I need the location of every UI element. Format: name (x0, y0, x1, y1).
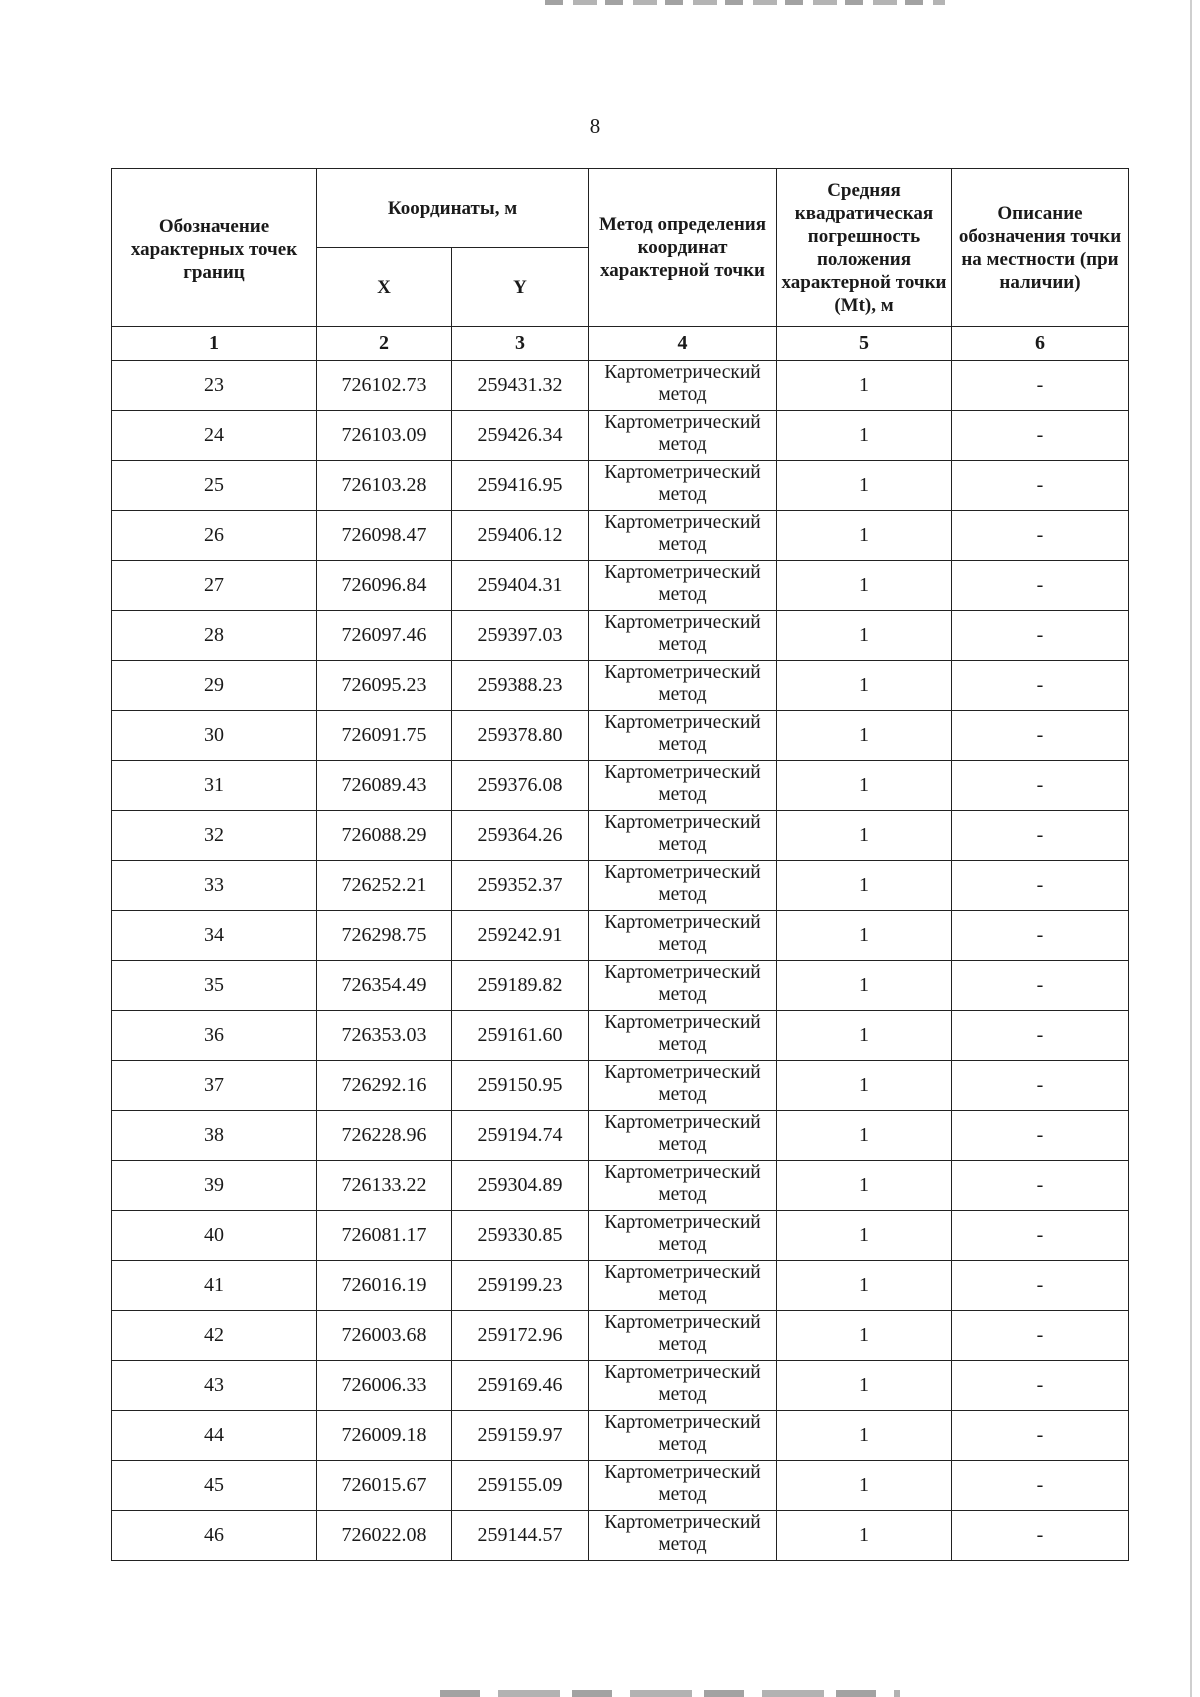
table-row (112, 1011, 1129, 1061)
boundary-points-table (111, 168, 1129, 1561)
cell-description: - (952, 1261, 1129, 1311)
cell-x: 726097.46 (317, 611, 452, 661)
header-rms-error: Средняя квадратическая погрешность положения характерной точки (Mt), м (777, 169, 952, 327)
cell-error: 1 (777, 611, 952, 661)
cell-description: - (952, 1361, 1129, 1411)
table-row (112, 961, 1129, 1011)
cell-point: 34 (112, 911, 317, 961)
cell-x: 726133.22 (317, 1161, 452, 1211)
table-row (112, 1511, 1129, 1561)
cell-point: 35 (112, 961, 317, 1011)
cell-method: Картометрический метод (589, 1011, 777, 1061)
cell-y: 259416.95 (452, 461, 589, 511)
cell-point: 41 (112, 1261, 317, 1311)
cell-method: Картометрический метод (589, 561, 777, 611)
column-number: 2 (317, 327, 452, 361)
table-row (112, 661, 1129, 711)
cell-point: 25 (112, 461, 317, 511)
cell-x: 726102.73 (317, 361, 452, 411)
cell-description: - (952, 1411, 1129, 1461)
cell-y: 259161.60 (452, 1011, 589, 1061)
column-number-row (112, 327, 1129, 361)
scan-artifact-bottom (440, 1690, 900, 1697)
column-number: 1 (112, 327, 317, 361)
cell-y: 259144.57 (452, 1511, 589, 1561)
cell-point: 23 (112, 361, 317, 411)
cell-point: 45 (112, 1461, 317, 1511)
cell-x: 726103.09 (317, 411, 452, 461)
cell-error: 1 (777, 461, 952, 511)
cell-description: - (952, 961, 1129, 1011)
cell-x: 726015.67 (317, 1461, 452, 1511)
cell-y: 259159.97 (452, 1411, 589, 1461)
header-point-designation: Обозначение характерных точек границ (112, 169, 317, 327)
cell-point: 40 (112, 1211, 317, 1261)
cell-error: 1 (777, 961, 952, 1011)
cell-method: Картометрический метод (589, 1361, 777, 1411)
cell-point: 33 (112, 861, 317, 911)
cell-x: 726298.75 (317, 911, 452, 961)
table-row (112, 811, 1129, 861)
cell-point: 38 (112, 1111, 317, 1161)
cell-error: 1 (777, 1211, 952, 1261)
column-number: 3 (452, 327, 589, 361)
table-row (112, 1361, 1129, 1411)
header-y: Y (452, 248, 589, 327)
cell-x: 726003.68 (317, 1311, 452, 1361)
cell-x: 726095.23 (317, 661, 452, 711)
cell-x: 726098.47 (317, 511, 452, 561)
cell-x: 726091.75 (317, 711, 452, 761)
cell-method: Картометрический метод (589, 1161, 777, 1211)
cell-method: Картометрический метод (589, 811, 777, 861)
cell-error: 1 (777, 811, 952, 861)
header-description: Описание обозначения точки на местности (при наличии) (952, 169, 1129, 327)
cell-y: 259352.37 (452, 861, 589, 911)
table-body (112, 361, 1129, 1561)
table-row (112, 911, 1129, 961)
cell-error: 1 (777, 661, 952, 711)
cell-x: 726089.43 (317, 761, 452, 811)
cell-description: - (952, 1161, 1129, 1211)
scan-edge-line (1190, 0, 1192, 1697)
cell-y: 259304.89 (452, 1161, 589, 1211)
cell-method: Картометрический метод (589, 361, 777, 411)
cell-error: 1 (777, 1411, 952, 1461)
table-row (112, 711, 1129, 761)
table-row (112, 411, 1129, 461)
header-x: X (317, 248, 452, 327)
table-row (112, 1111, 1129, 1161)
cell-point: 30 (112, 711, 317, 761)
cell-description: - (952, 1511, 1129, 1561)
cell-x: 726009.18 (317, 1411, 452, 1461)
cell-x: 726088.29 (317, 811, 452, 861)
cell-point: 42 (112, 1311, 317, 1361)
cell-method: Картометрический метод (589, 1461, 777, 1511)
cell-y: 259406.12 (452, 511, 589, 561)
cell-method: Картометрический метод (589, 1511, 777, 1561)
cell-method: Картометрический метод (589, 861, 777, 911)
cell-point: 31 (112, 761, 317, 811)
cell-method: Картометрический метод (589, 1111, 777, 1161)
cell-y: 259194.74 (452, 1111, 589, 1161)
cell-y: 259397.03 (452, 611, 589, 661)
table-row (112, 1061, 1129, 1111)
cell-error: 1 (777, 1111, 952, 1161)
cell-y: 259189.82 (452, 961, 589, 1011)
table-row (112, 461, 1129, 511)
cell-x: 726292.16 (317, 1061, 452, 1111)
cell-method: Картометрический метод (589, 511, 777, 561)
cell-y: 259426.34 (452, 411, 589, 461)
cell-description: - (952, 561, 1129, 611)
cell-y: 259199.23 (452, 1261, 589, 1311)
cell-point: 36 (112, 1011, 317, 1061)
cell-error: 1 (777, 361, 952, 411)
cell-y: 259150.95 (452, 1061, 589, 1111)
cell-description: - (952, 361, 1129, 411)
cell-description: - (952, 611, 1129, 661)
cell-description: - (952, 711, 1129, 761)
column-number: 6 (952, 327, 1129, 361)
table-row (112, 1161, 1129, 1211)
cell-description: - (952, 811, 1129, 861)
cell-y: 259242.91 (452, 911, 589, 961)
cell-description: - (952, 761, 1129, 811)
cell-method: Картометрический метод (589, 1211, 777, 1261)
table-row (112, 861, 1129, 911)
cell-description: - (952, 911, 1129, 961)
header-row (112, 169, 1129, 248)
cell-description: - (952, 661, 1129, 711)
cell-y: 259388.23 (452, 661, 589, 711)
page-number: 8 (589, 114, 601, 138)
cell-description: - (952, 411, 1129, 461)
table-row (112, 1461, 1129, 1511)
cell-y: 259431.32 (452, 361, 589, 411)
table-row (112, 561, 1129, 611)
cell-description: - (952, 1061, 1129, 1111)
cell-method: Картометрический метод (589, 661, 777, 711)
cell-error: 1 (777, 1361, 952, 1411)
cell-x: 726006.33 (317, 1361, 452, 1411)
cell-error: 1 (777, 1011, 952, 1061)
cell-point: 26 (112, 511, 317, 561)
cell-error: 1 (777, 1261, 952, 1311)
cell-method: Картометрический метод (589, 1311, 777, 1361)
cell-error: 1 (777, 1511, 952, 1561)
cell-method: Картометрический метод (589, 1411, 777, 1461)
table-row (112, 1261, 1129, 1311)
cell-method: Картометрический метод (589, 1261, 777, 1311)
cell-description: - (952, 1111, 1129, 1161)
cell-point: 29 (112, 661, 317, 711)
cell-description: - (952, 1011, 1129, 1061)
cell-point: 43 (112, 1361, 317, 1411)
cell-point: 24 (112, 411, 317, 461)
cell-y: 259330.85 (452, 1211, 589, 1261)
table-row (112, 1311, 1129, 1361)
cell-y: 259378.80 (452, 711, 589, 761)
table-row (112, 361, 1129, 411)
cell-error: 1 (777, 561, 952, 611)
cell-point: 32 (112, 811, 317, 861)
column-number: 4 (589, 327, 777, 361)
cell-x: 726353.03 (317, 1011, 452, 1061)
cell-x: 726081.17 (317, 1211, 452, 1261)
cell-x: 726354.49 (317, 961, 452, 1011)
cell-y: 259172.96 (452, 1311, 589, 1361)
scan-artifact-top (545, 0, 945, 5)
cell-point: 28 (112, 611, 317, 661)
cell-x: 726016.19 (317, 1261, 452, 1311)
cell-error: 1 (777, 411, 952, 461)
column-number: 5 (777, 327, 952, 361)
cell-method: Картометрический метод (589, 961, 777, 1011)
cell-x: 726252.21 (317, 861, 452, 911)
cell-error: 1 (777, 1461, 952, 1511)
table-row (112, 511, 1129, 561)
cell-method: Картометрический метод (589, 911, 777, 961)
header-coordinates: Координаты, м (317, 169, 589, 248)
cell-error: 1 (777, 1311, 952, 1361)
cell-point: 46 (112, 1511, 317, 1561)
cell-y: 259376.08 (452, 761, 589, 811)
table-row (112, 611, 1129, 661)
cell-x: 726103.28 (317, 461, 452, 511)
cell-error: 1 (777, 911, 952, 961)
cell-method: Картометрический метод (589, 611, 777, 661)
cell-y: 259364.26 (452, 811, 589, 861)
cell-y: 259169.46 (452, 1361, 589, 1411)
cell-description: - (952, 1461, 1129, 1511)
cell-point: 37 (112, 1061, 317, 1111)
cell-y: 259404.31 (452, 561, 589, 611)
cell-description: - (952, 1311, 1129, 1361)
table-row (112, 761, 1129, 811)
cell-method: Картометрический метод (589, 411, 777, 461)
cell-error: 1 (777, 511, 952, 561)
cell-description: - (952, 861, 1129, 911)
cell-description: - (952, 511, 1129, 561)
cell-method: Картометрический метод (589, 1061, 777, 1111)
cell-x: 726022.08 (317, 1511, 452, 1561)
cell-x: 726096.84 (317, 561, 452, 611)
cell-description: - (952, 461, 1129, 511)
table-row (112, 1411, 1129, 1461)
header-method: Метод определения координат характерной точки (589, 169, 777, 327)
cell-description: - (952, 1211, 1129, 1261)
cell-x: 726228.96 (317, 1111, 452, 1161)
cell-method: Картометрический метод (589, 711, 777, 761)
cell-point: 27 (112, 561, 317, 611)
cell-method: Картометрический метод (589, 761, 777, 811)
cell-error: 1 (777, 711, 952, 761)
cell-error: 1 (777, 1161, 952, 1211)
table-row (112, 1211, 1129, 1261)
cell-method: Картометрический метод (589, 461, 777, 511)
cell-point: 44 (112, 1411, 317, 1461)
cell-error: 1 (777, 861, 952, 911)
cell-error: 1 (777, 1061, 952, 1111)
cell-y: 259155.09 (452, 1461, 589, 1511)
cell-error: 1 (777, 761, 952, 811)
cell-point: 39 (112, 1161, 317, 1211)
